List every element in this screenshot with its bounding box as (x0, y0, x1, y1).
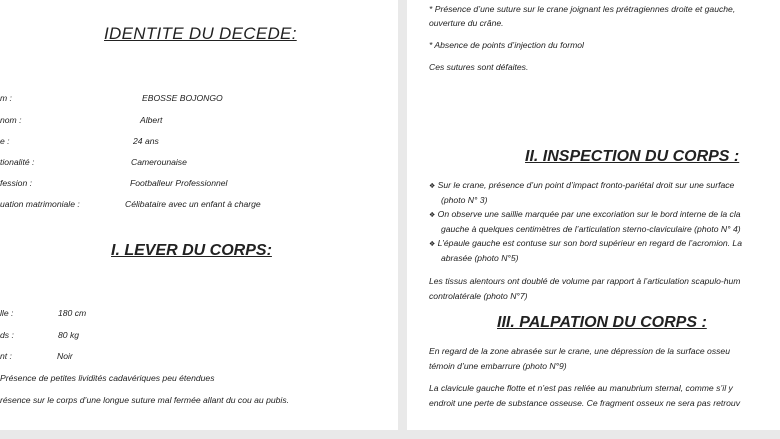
section-lever-du-corps-title: I. LEVER DU CORPS: (111, 242, 272, 259)
section-palpation-title: III. PALPATION DU CORPS : (497, 314, 707, 331)
measure-label: nt : (0, 351, 12, 361)
identity-label: tionalité : (0, 157, 35, 167)
body-text-line: En regard de la zone abrasée sur le crane, une dépression de la surface osseu (429, 346, 730, 356)
body-text-line: * Absence de points d’injection du formol (429, 40, 584, 50)
identity-value: Footballeur Professionnel (130, 178, 228, 188)
list-item-continuation: (photo N° 3) (441, 195, 488, 205)
identity-title: IDENTITE DU DECEDE: (104, 24, 297, 43)
body-text-line: Les tissus alentours ont doublé de volume par rapport à l’articulation scapulo-hum (429, 276, 741, 286)
diamond-bullet-icon: ❖ (429, 183, 436, 190)
body-text-line: La clavicule gauche flotte et n’est pas reliée au manubrium sternal, comme s’il y (429, 383, 733, 393)
body-text-line: témoin d’une embarrure (photo N°9) (429, 361, 567, 371)
body-text-line: Présence de petites lividités cadavériques peu étendues (0, 373, 215, 383)
right-page (407, 0, 780, 430)
left-page (0, 0, 398, 430)
list-item-continuation: gauche à quelques centimètres de l’articulation sterno-claviculaire (photo N° 4) (441, 224, 741, 234)
identity-value: Camerounaise (131, 157, 187, 167)
section-inspection-title: II. INSPECTION DU CORPS : (525, 148, 740, 165)
measure-value: 180 cm (58, 308, 87, 318)
identity-value: EBOSSE BOJONGO (142, 93, 223, 103)
measure-label: ds : (0, 330, 14, 340)
measure-label: lle : (0, 308, 14, 318)
identity-value: 24 ans (133, 136, 159, 146)
body-text-line: controlatérale (photo N°7) (429, 291, 528, 301)
list-item: ❖ Sur le crane, présence d’un point d’impact fronto-pariétal droit sur une surface (429, 180, 735, 190)
diamond-bullet-icon: ❖ (429, 212, 436, 219)
body-text-line: endroit une perte de substance osseuse. Ce fragment osseux ne sera pas retrouv (429, 398, 740, 408)
body-text-line: ouverture du crâne. (429, 18, 504, 28)
list-item: ❖ On observe une saillie marquée par une excoriation sur le bord interne de la cla (429, 209, 741, 219)
list-item-continuation: abrasée (photo N°5) (441, 253, 519, 263)
identity-label: nom : (0, 115, 22, 125)
identity-label: e : (0, 136, 10, 146)
body-text-line: * Présence d’une suture sur le crane joignant les prétragiennes droite et gauche, (429, 4, 736, 14)
identity-value: Albert (140, 115, 163, 125)
identity-label: m : (0, 93, 12, 103)
diamond-bullet-icon: ❖ (429, 241, 436, 248)
measure-value: 80 kg (58, 330, 80, 340)
identity-value: Célibataire avec un enfant à charge (125, 199, 261, 209)
identity-label: uation matrimoniale : (0, 199, 80, 209)
body-text-line: résence sur le corps d’une longue suture mal fermée allant du cou au pubis. (0, 395, 290, 405)
body-text-line: Ces sutures sont défaites. (429, 62, 529, 72)
list-item: ❖ L’épaule gauche est contuse sur son bord supérieur en regard de l’acromion. La (429, 238, 742, 248)
identity-label: fession : (0, 178, 33, 188)
measure-value: Noir (57, 351, 73, 361)
